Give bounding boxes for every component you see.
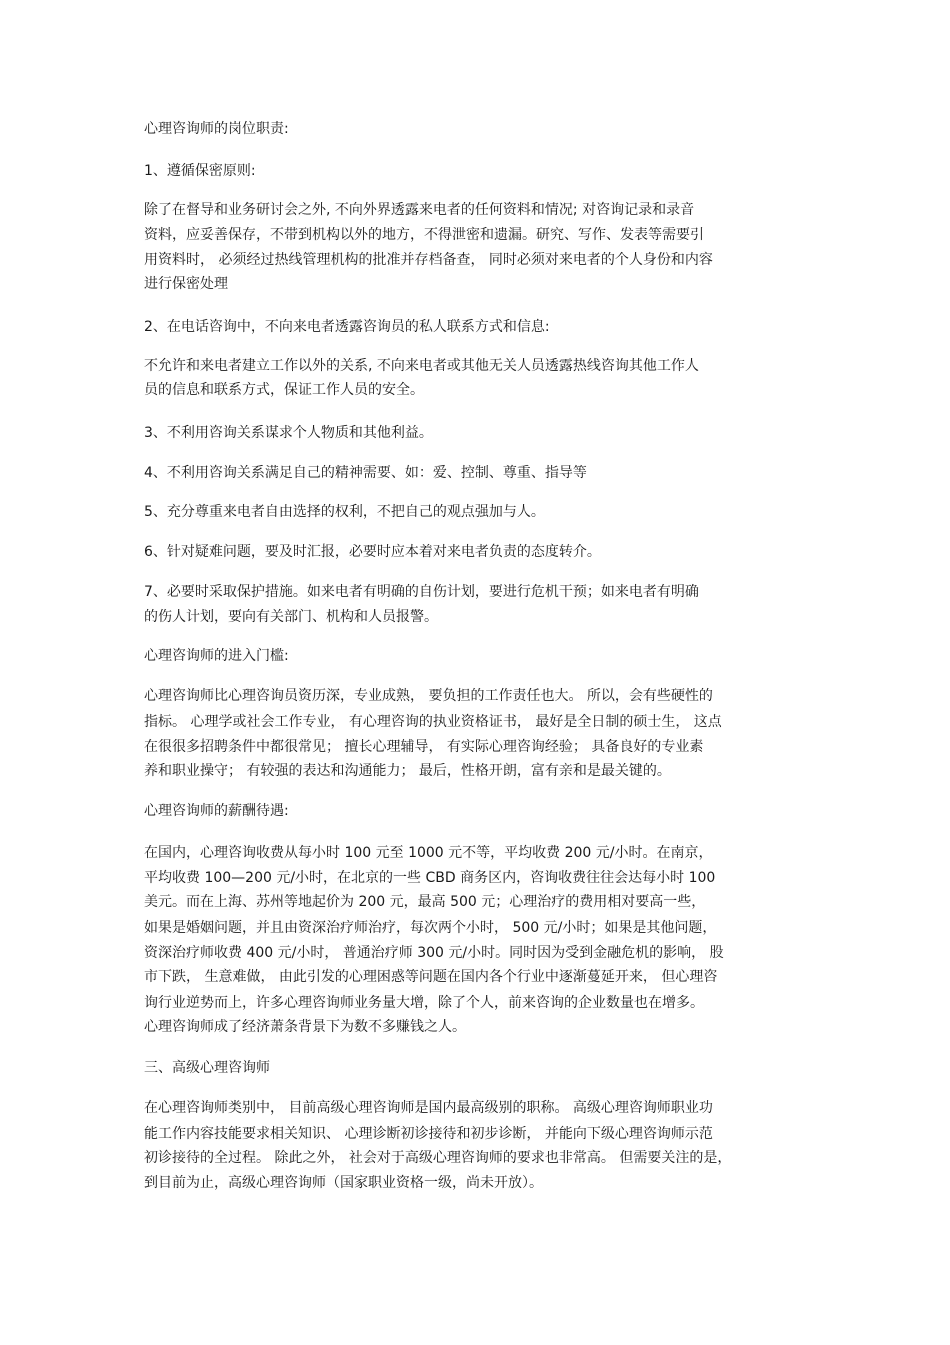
doc-line: 平均收费 100—200 元/小时，在北京的一些 CBD 商务区内，咨询收费往往会达每小时 100: [144, 870, 716, 886]
doc-line: 4、不利用咨询关系满足自己的精神需要、如：爱、控制、尊重、指导等: [144, 465, 587, 481]
doc-heading: 心理咨询师的薪酬待遇:: [144, 803, 289, 819]
doc-line: 6、针对疑难问题，要及时汇报，必要时应本着对来电者负责的态度转介。: [144, 544, 601, 560]
doc-line: 市下跌， 生意难做， 由此引发的心理困惑等问题在国内各个行业中逐渐蔓延开来， 但心理咨: [144, 969, 718, 985]
doc-line: 1、遵循保密原则:: [144, 163, 256, 179]
doc-line: 2、在电话咨询中，不向来电者透露咨询员的私人联系方式和信息:: [144, 319, 550, 335]
doc-line: 的伤人计划，要向有关部门、机构和人员报警。: [144, 609, 438, 625]
doc-line: 能工作内容技能要求相关知识、 心理诊断初诊接待和初步诊断， 并能向下级心理咨询师示范: [144, 1126, 713, 1142]
doc-heading: 心理咨询师的岗位职责:: [144, 121, 289, 137]
doc-line: 3、不利用咨询关系谋求个人物质和其他利益。: [144, 425, 433, 441]
doc-line: 在国内，心理咨询收费从每小时 100 元至 1000 元不等，平均收费 200 元/小时。在南京，: [144, 845, 713, 861]
doc-line: 5、充分尊重来电者自由选择的权利，不把自己的观点强加与人。: [144, 504, 545, 520]
doc-line: 美元。而在上海、苏州等地起价为 200 元，最高 500 元；心理治疗的费用相对要高一些，: [144, 894, 706, 910]
doc-line: 如果是婚姻问题，并且由资深治疗师治疗，每次两个小时， 500 元/小时；如果是其他问题，: [144, 920, 717, 936]
doc-line: 不允许和来电者建立工作以外的关系, 不向来电者或其他无关人员透露热线咨询其他工作人: [144, 358, 699, 374]
doc-line: 初诊接待的全过程。 除此之外， 社会对于高级心理咨询师的要求也非常高。 但需要关注的是，: [144, 1150, 732, 1166]
doc-heading: 心理咨询师的进入门槛:: [144, 648, 289, 664]
doc-line: 在很很多招聘条件中都很常见； 擅长心理辅导， 有实际心理咨询经验； 具备良好的专业素: [144, 739, 704, 755]
doc-line: 除了在督导和业务研讨会之外, 不向外界透露来电者的任何资料和情况; 对咨询记录和录音: [144, 202, 695, 218]
doc-heading: 三、高级心理咨询师: [144, 1060, 270, 1076]
doc-line: 指标。 心理学或社会工作专业， 有心理咨询的执业资格证书， 最好是全日制的硕士生， 这点: [144, 714, 722, 730]
doc-line: 进行保密处理: [144, 276, 228, 292]
doc-line: 心理咨询师成了经济萧条背景下为数不多赚钱之人。: [144, 1019, 466, 1035]
doc-line: 询行业逆势而上，许多心理咨询师业务量大增，除了个人，前来咨询的企业数量也在增多。: [144, 995, 704, 1011]
doc-line: 到目前为止，高级心理咨询师（国家职业资格一级，尚未开放）。: [144, 1175, 543, 1191]
doc-line: 在心理咨询师类别中， 目前高级心理咨询师是国内最高级别的职称。 高级心理咨询师职业功: [144, 1100, 713, 1116]
doc-line: 资深治疗师收费 400 元/小时， 普通治疗师 300 元/小时。同时因为受到金融危机的影响， 股: [144, 945, 724, 961]
doc-line: 员的信息和联系方式，保证工作人员的安全。: [144, 382, 424, 398]
doc-line: 心理咨询师比心理咨询员资历深，专业成熟， 要负担的工作责任也大。 所以，会有些硬性的: [144, 688, 713, 704]
doc-line: 7、必要时采取保护措施。如来电者有明确的自伤计划，要进行危机干预；如来电者有明确: [144, 584, 699, 600]
doc-line: 资料，应妥善保存，不带到机构以外的地方，不得泄密和遗漏。研究、写作、发表等需要引: [144, 227, 704, 243]
doc-line: 养和职业操守； 有较强的表达和沟通能力； 最后，性格开朗，富有亲和是最关键的。: [144, 763, 671, 779]
doc-line: 用资料时， 必须经过热线管理机构的批准并存档备查， 同时必须对来电者的个人身份和内容: [144, 252, 713, 268]
